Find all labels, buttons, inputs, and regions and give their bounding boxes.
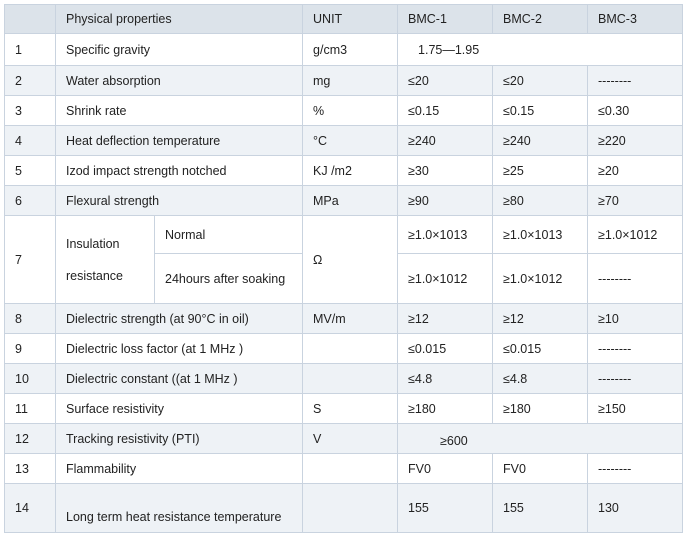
unit-cell: V	[303, 424, 398, 454]
property-name: Izod impact strength notched	[56, 156, 303, 186]
table-row	[5, 126, 683, 156]
bmc3-value: --------	[588, 254, 683, 304]
properties-table	[4, 4, 683, 533]
unit-cell: g/cm3	[303, 34, 398, 66]
unit-cell: mg	[303, 66, 398, 96]
merged-value: 1.75—1.95	[398, 34, 683, 66]
table-row	[5, 186, 683, 216]
property-name: Heat deflection temperature	[56, 126, 303, 156]
bmc2-value: ≥12	[493, 304, 588, 334]
bmc1-value: ≥12	[398, 304, 493, 334]
bmc1-value: ≥180	[398, 394, 493, 424]
header-bmc1: BMC-1	[398, 5, 493, 34]
row-number: 3	[5, 96, 56, 126]
header-bmc2: BMC-2	[493, 5, 588, 34]
properties-table-wrapper	[4, 4, 683, 533]
property-name: Tracking resistivity (PTI)	[56, 424, 303, 454]
bmc3-value: ≥220	[588, 126, 683, 156]
table-row	[5, 394, 683, 424]
sub-condition-normal: Normal	[155, 216, 303, 254]
unit-cell	[303, 454, 398, 484]
bmc1-value: ≥1.0×1012	[398, 254, 493, 304]
bmc3-value: --------	[588, 334, 683, 364]
bmc3-value: --------	[588, 66, 683, 96]
bmc2-value: FV0	[493, 454, 588, 484]
bmc2-value: ≥1.0×1013	[493, 216, 588, 254]
unit-cell	[303, 334, 398, 364]
row-number: 6	[5, 186, 56, 216]
table-row	[5, 96, 683, 126]
insulation-resistance-label	[56, 216, 155, 304]
property-name: Water absorption	[56, 66, 303, 96]
bmc2-value: ≤4.8	[493, 364, 588, 394]
property-name: Insulation	[66, 236, 120, 251]
table-row	[5, 334, 683, 364]
bmc3-value: --------	[588, 364, 683, 394]
property-name: Dielectric strength (at 90°C in oil)	[56, 304, 303, 334]
row-number: 13	[5, 454, 56, 484]
unit-cell: MPa	[303, 186, 398, 216]
table-row	[5, 454, 683, 484]
bmc3-value: ≥70	[588, 186, 683, 216]
header-unit: UNIT	[303, 5, 398, 34]
row-number: 11	[5, 394, 56, 424]
bmc3-value: --------	[588, 454, 683, 484]
bmc1-value: ≥1.0×1013	[398, 216, 493, 254]
bmc1-value: ≤20	[398, 66, 493, 96]
row-number: 7	[5, 216, 56, 304]
property-name: Long term heat resistance temperature	[56, 484, 303, 533]
bmc3-value: ≥1.0×1012	[588, 216, 683, 254]
unit-cell	[303, 484, 398, 533]
row-number: 1	[5, 34, 56, 66]
bmc2-value: ≤0.015	[493, 334, 588, 364]
table-row	[5, 156, 683, 186]
unit-cell: MV/m	[303, 304, 398, 334]
property-name: Shrink rate	[56, 96, 303, 126]
sub-condition-soaked: 24hours after soaking	[155, 254, 303, 304]
table-row	[5, 34, 683, 66]
bmc1-value: ≥240	[398, 126, 493, 156]
bmc3-value: ≥150	[588, 394, 683, 424]
unit-cell: S	[303, 394, 398, 424]
bmc1-value: ≤4.8	[398, 364, 493, 394]
bmc1-value: ≤0.15	[398, 96, 493, 126]
unit-cell: %	[303, 96, 398, 126]
row-number: 14	[5, 484, 56, 533]
bmc2-value: ≤0.15	[493, 96, 588, 126]
row-number: 8	[5, 304, 56, 334]
unit-cell: °C	[303, 126, 398, 156]
header-property: Physical properties	[56, 5, 303, 34]
header-row	[5, 5, 683, 34]
property-name: Dielectric loss factor (at 1 MHz )	[56, 334, 303, 364]
header-bmc3: BMC-3	[588, 5, 683, 34]
property-name: Flexural strength	[56, 186, 303, 216]
bmc1-value: 155	[398, 484, 493, 533]
bmc2-value: ≤20	[493, 66, 588, 96]
table-row	[5, 66, 683, 96]
bmc2-value: ≥80	[493, 186, 588, 216]
bmc1-value: FV0	[398, 454, 493, 484]
row-number: 4	[5, 126, 56, 156]
bmc3-value: ≥20	[588, 156, 683, 186]
row-number: 5	[5, 156, 56, 186]
header-no	[5, 5, 56, 34]
bmc3-value: 130	[588, 484, 683, 533]
bmc3-value: ≤0.30	[588, 96, 683, 126]
table-row	[5, 216, 683, 254]
property-name: Specific gravity	[56, 34, 303, 66]
row-number: 2	[5, 66, 56, 96]
bmc1-value: ≥90	[398, 186, 493, 216]
bmc1-value: ≤0.015	[398, 334, 493, 364]
table-row	[5, 304, 683, 334]
bmc3-value: ≥10	[588, 304, 683, 334]
unit-cell	[303, 364, 398, 394]
row-number: 9	[5, 334, 56, 364]
property-name-line2: resistance	[66, 268, 123, 283]
bmc2-value: ≥240	[493, 126, 588, 156]
property-name: Surface resistivity	[56, 394, 303, 424]
unit-cell: KJ /m2	[303, 156, 398, 186]
row-number: 10	[5, 364, 56, 394]
row-number: 12	[5, 424, 56, 454]
bmc2-value: ≥1.0×1012	[493, 254, 588, 304]
table-row	[5, 484, 683, 533]
table-row	[5, 424, 683, 454]
property-name: Flammability	[56, 454, 303, 484]
merged-value: ≥600	[398, 424, 683, 454]
bmc2-value: ≥180	[493, 394, 588, 424]
bmc2-value: 155	[493, 484, 588, 533]
table-row	[5, 364, 683, 394]
bmc2-value: ≥25	[493, 156, 588, 186]
property-name: Dielectric constant ((at 1 MHz )	[56, 364, 303, 394]
bmc1-value: ≥30	[398, 156, 493, 186]
unit-cell: Ω	[303, 216, 398, 304]
